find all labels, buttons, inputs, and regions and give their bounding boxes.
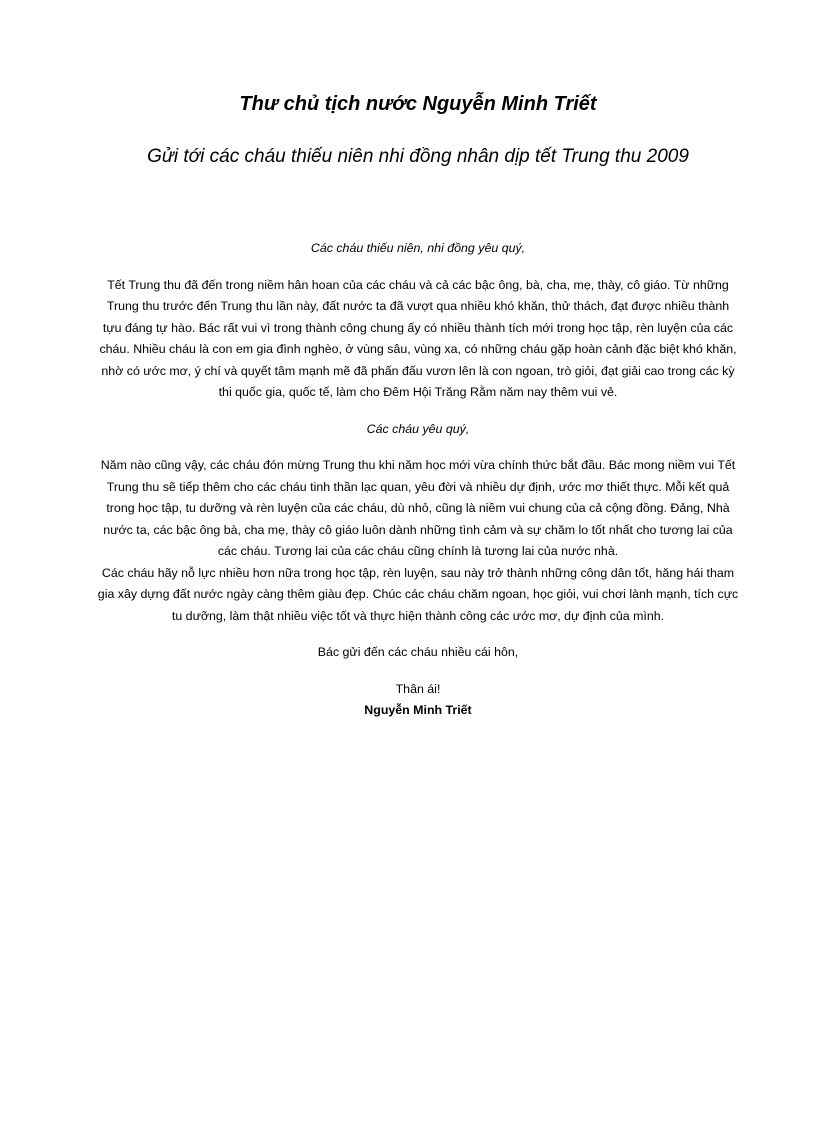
- letter-body: [96, 238, 740, 722]
- paragraph-2: Năm nào cũng vậy, các cháu đón mừng Trung thu khi năm học mới vừa chính thức bắt đầu. Bác mong niềm vui Tết Trung thu sẽ tiếp thêm cho các cháu tinh thần lạc quan, yêu đời và nhiều dự định, ước mơ thiết thực. Mỗi kết quả trong học tập, tu dưỡng và rèn luyện của các cháu, dù nhỏ, cũng là niềm vui chung của cả cộng đồng. Đảng, Nhà nước ta, các bậc ông bà, cha mẹ, thày cô giáo luôn dành những tình cảm và sự chăm lo tốt nhất cho tương lai của các cháu. Tương lai của các cháu cũng chính là tương lai của nước nhà.: [100, 458, 736, 558]
- greeting-children: Các cháu thiếu niên, nhi đồng yêu quý,: [310, 241, 526, 255]
- spacer: [96, 440, 740, 455]
- closing-line: Bác gửi đến các cháu nhiều cái hôn,: [317, 645, 519, 659]
- letter-subtitle: Gửi tới các cháu thiếu niên nhi đồng nhân dịp tết Trung thu 2009: [147, 146, 689, 167]
- sign-off: Thân ái!: [395, 681, 441, 696]
- signature: Nguyễn Minh Triết: [364, 703, 472, 717]
- spacer: [96, 627, 740, 642]
- spacer: [96, 664, 740, 679]
- paragraph-3: Các cháu hãy nỗ lực nhiều hơn nữa trong học tập, rèn luyện, sau này trở thành những công dân tốt, hăng hái tham gia xây dựng đất nước ngày càng thêm giàu đẹp. Chúc các cháu chăm ngoan, học giỏi, vui chơi lành mạnh, tích cực tu dưỡng, làm thật nhiều việc tốt và thực hiện thành công các ước mơ, dự định của mình.: [97, 565, 739, 623]
- spacer: [96, 404, 740, 419]
- paragraph-1: Tết Trung thu đã đến trong niềm hân hoan của các cháu và cả các bậc ông, bà, cha, mẹ, thày, cô giáo. Từ những Trung thu trước đến Trung thu lần này, đất nước ta đã vượt qua nhiều khó khăn, thử thách, đạt được nhiều thành tựu đáng tự hào. Bác rất vui vì trong thành công chung ấy có nhiều thành tích mới trong học tập, rèn luyện của các cháu. Nhiều cháu là con em gia đình nghèo, ở vùng sâu, vùng xa, có những cháu gặp hoàn cảnh đặc biệt khó khăn, nhờ có ước mơ, ý chí và quyết tâm mạnh mẽ đã phấn đấu vươn lên là con ngoan, trò giỏi, đạt giải cao trong các kỳ thi quốc gia, quốc tế, làm cho Đêm Hội Trăng Rằm năm nay thêm vui vẻ.: [99, 277, 737, 399]
- spacer: [96, 260, 740, 275]
- letter-title: Thư chủ tịch nước Nguyễn Minh Triết: [239, 93, 597, 115]
- greeting-dear-children: Các cháu yêu quý,: [366, 421, 470, 436]
